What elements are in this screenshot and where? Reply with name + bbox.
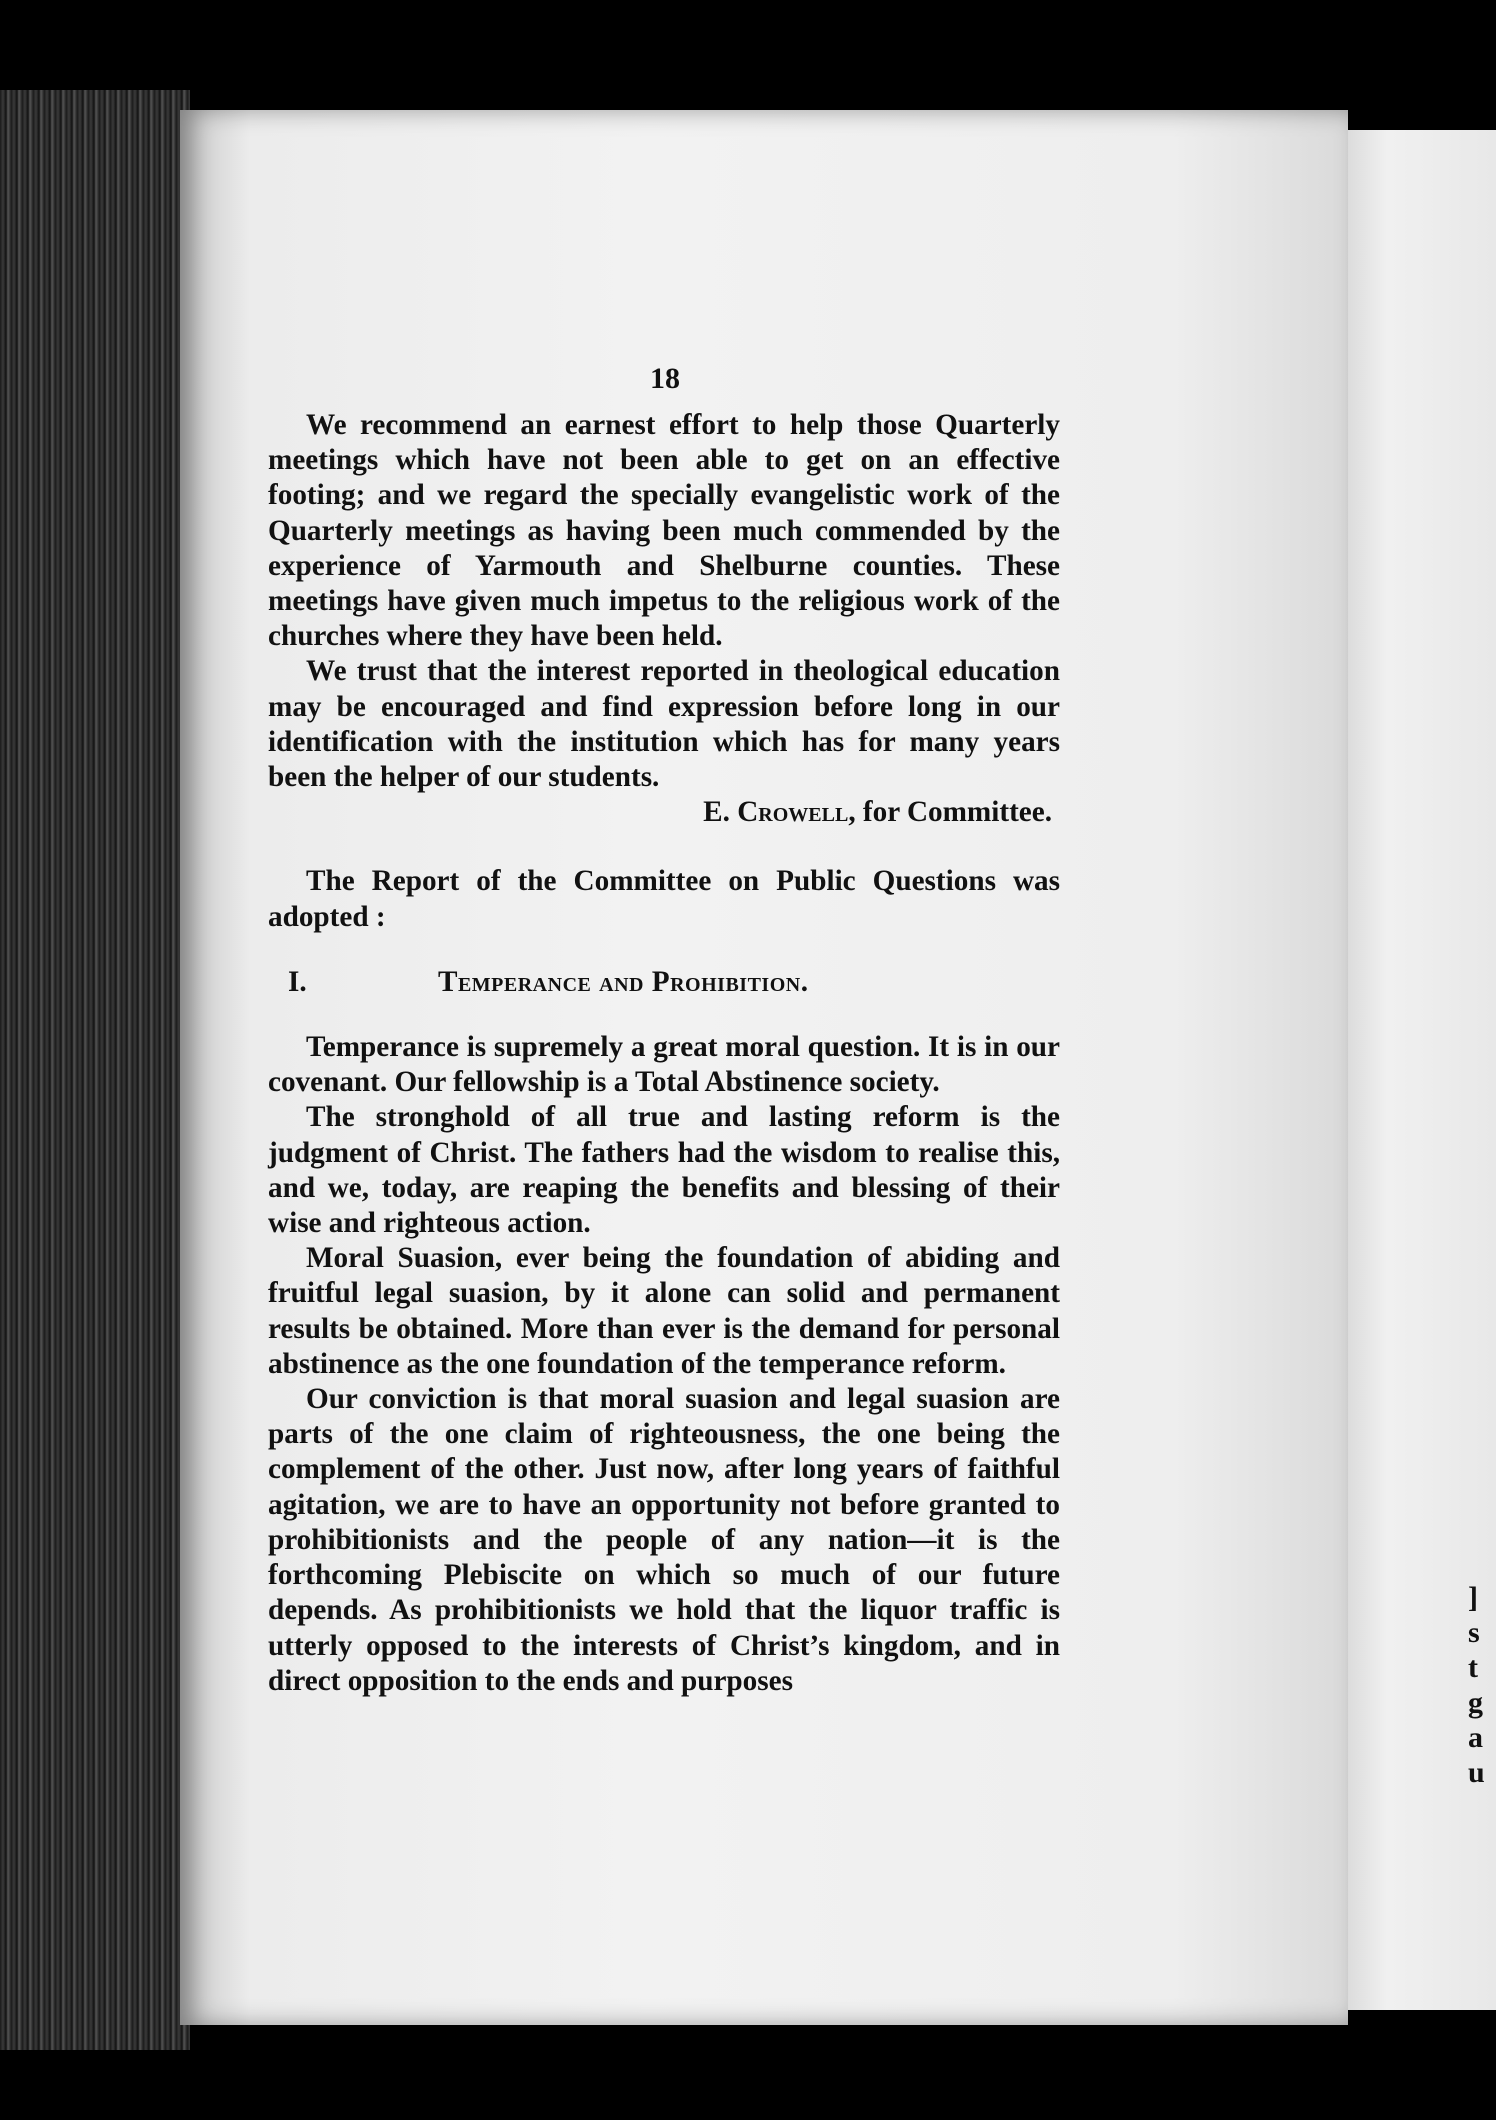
page-number: 18 <box>650 362 680 395</box>
signature-initial: E. <box>703 796 738 829</box>
book-page-edges <box>0 90 190 2050</box>
paragraph: We recommend an earnest effort to help those Quarterly meetings which have not been able to get on an effective footing; and we regard the specially evangelistic work of the Quarterly meetings as having been much commended by the experience of Yarmouth and Shelburne counties. These meetings have given much impetus to the religious work of the churches where they have been held. <box>268 409 1060 653</box>
signature-suffix: , for Committee. <box>848 796 1052 829</box>
committee-signature <box>268 795 1060 830</box>
facing-letter: s <box>1468 1616 1480 1649</box>
paragraph: Temperance is supremely a great moral question. It is in our covenant. Our fellowship is a Total Abstinence society. <box>268 1031 1060 1099</box>
section-title: Temperance and Prohibition. <box>438 965 809 998</box>
paragraph: We trust that the interest reported in theological education may be encouraged and find expression before long in our identification with the institution which has for many years been the helper of our students. <box>268 655 1060 794</box>
report-adopted-line: The Report of the Committee on Public Questions was adopted : <box>268 865 1060 933</box>
paragraph: Moral Suasion, ever being the foundation of abiding and fruitful legal suasion, by it alone can solid and permanent results be obtained. More than ever is the demand for personal abstinence as the one foundation of the temperance reform. <box>268 1242 1060 1380</box>
facing-letter: a <box>1468 1721 1483 1754</box>
facing-letter: ] <box>1468 1581 1478 1614</box>
facing-letter: g <box>1468 1686 1483 1719</box>
section-heading <box>268 965 1060 1000</box>
signature-name: Crowell <box>737 796 849 829</box>
section-number: I. <box>288 965 307 998</box>
facing-letter: u <box>1468 1756 1485 1789</box>
paragraph: Our conviction is that moral suasion and legal suasion are parts of the one claim of righteousness, the one being the complement of the other. Just now, after long years of faithful agitation, we are to have an opportunity not before granted to prohibitionists and the people of any nation—it is the forthcoming Plebiscite on which so much of our future depends. As prohibitionists we hold that the liquor traffic is utterly opposed to the interests of Christ’s kingdom, and in direct opposition to the ends and purposes <box>268 1383 1060 1697</box>
paragraph: The stronghold of all true and lasting reform is the judgment of Christ. The fathers had the wisdom to realise this, and we, today, are reaping the benefits and blessing of their wise and righteous action. <box>268 1101 1060 1240</box>
facing-letter: t <box>1468 1651 1478 1684</box>
page-body <box>268 360 1060 1699</box>
facing-page-letters <box>1468 1580 1485 1790</box>
